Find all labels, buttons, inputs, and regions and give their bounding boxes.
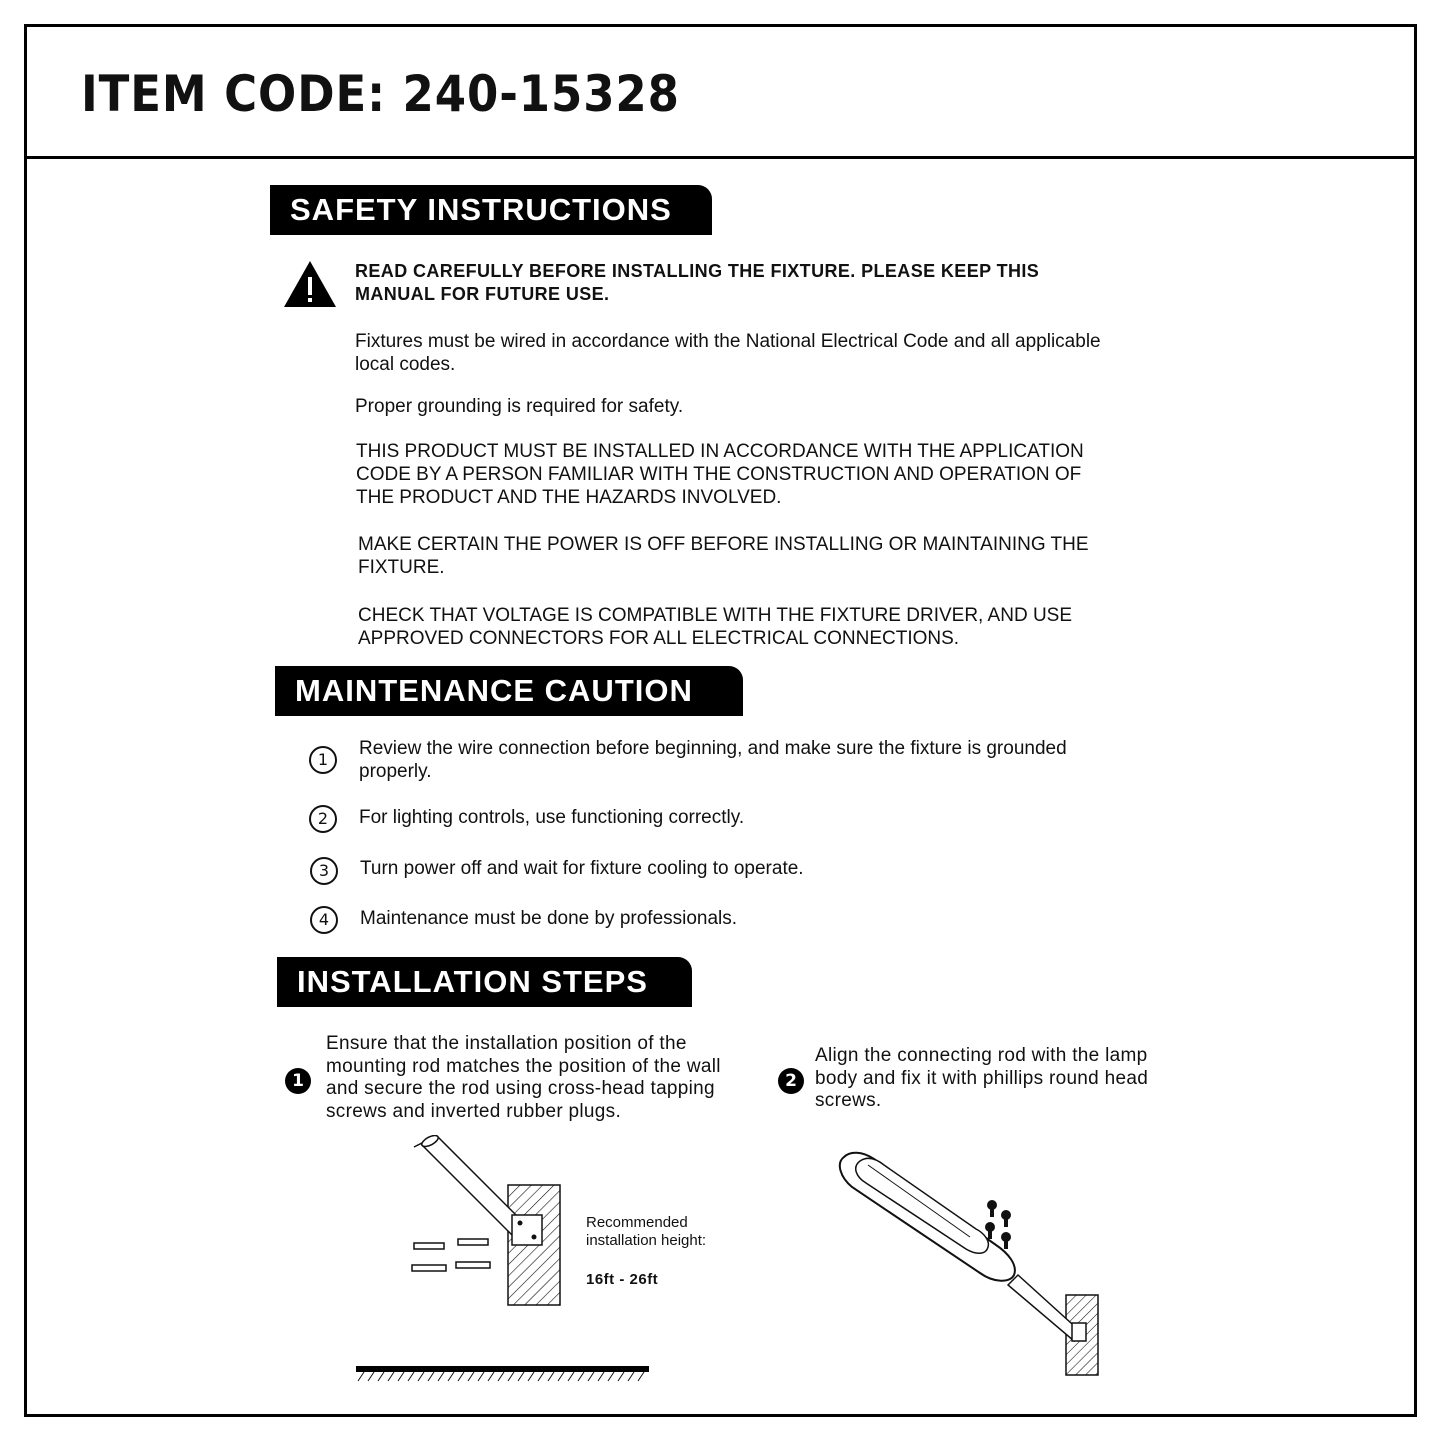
- warning-icon: [282, 259, 338, 309]
- safety-paragraph-5: CHECK THAT VOLTAGE IS COMPATIBLE WITH THE FIXTURE DRIVER, AND USE APPROVED CONNECTORS FOR ALL ELECTRICAL CONNECTIONS.: [358, 605, 1073, 649]
- safety-title: SAFETY INSTRUCTIONS: [270, 185, 712, 235]
- maintenance-item-2: For lighting controls, use functioning correctly.: [359, 807, 745, 828]
- maintenance-item-1: Review the wire connection before beginning, and make sure the fixture is grounded properly.: [359, 738, 1067, 782]
- installation-step-number-1: 1: [285, 1068, 311, 1094]
- maintenance-number-4: 4: [310, 906, 338, 934]
- document-frame: [24, 24, 1417, 1417]
- safety-paragraph-4: MAKE CERTAIN THE POWER IS OFF BEFORE INSTALLING OR MAINTAINING THE FIXTURE.: [358, 534, 1089, 578]
- safety-paragraph-2: Proper grounding is required for safety.: [355, 396, 684, 417]
- maintenance-title: MAINTENANCE CAUTION: [275, 666, 743, 716]
- header: [27, 27, 1414, 159]
- installation-step-1: Ensure that the installation position of the mounting rod matches the position of the wall and secure the rod using cross-head tapping screws and inverted rubber plugs.: [326, 1033, 721, 1122]
- installation-step-number-2: 2: [778, 1068, 804, 1094]
- maintenance-number-2: 2: [309, 805, 337, 833]
- ground-line: [356, 1366, 651, 1382]
- height-label: Recommended installation height:: [586, 1214, 707, 1249]
- maintenance-item-4: Maintenance must be done by professionals.: [360, 908, 738, 929]
- safety-paragraph-1: Fixtures must be wired in accordance with the National Electrical Code and all applicable local codes.: [355, 331, 1101, 375]
- installation-step-2: Align the connecting rod with the lamp body and fix it with phillips round head screws.: [815, 1045, 1149, 1111]
- maintenance-item-3: Turn power off and wait for fixture cooling to operate.: [360, 858, 804, 879]
- item-code: ITEM CODE: 240-15328: [81, 65, 680, 123]
- lamp-body-diagram: [830, 1145, 1110, 1380]
- height-value: 16ft - 26ft: [586, 1271, 659, 1288]
- safety-paragraph-3: THIS PRODUCT MUST BE INSTALLED IN ACCORDANCE WITH THE APPLICATION CODE BY A PERSON FAMILIAR WITH THE CONSTRUCTION AND OPERATION OF THE PRODUCT AND THE HAZARDS INVOLVED.: [356, 441, 1084, 508]
- maintenance-number-3: 3: [310, 857, 338, 885]
- maintenance-number-1: 1: [309, 746, 337, 774]
- mounting-rod-diagram: [400, 1135, 575, 1315]
- safety-warning: READ CAREFULLY BEFORE INSTALLING THE FIXTURE. PLEASE KEEP THIS MANUAL FOR FUTURE USE.: [355, 261, 1040, 304]
- installation-title: INSTALLATION STEPS: [277, 957, 692, 1007]
